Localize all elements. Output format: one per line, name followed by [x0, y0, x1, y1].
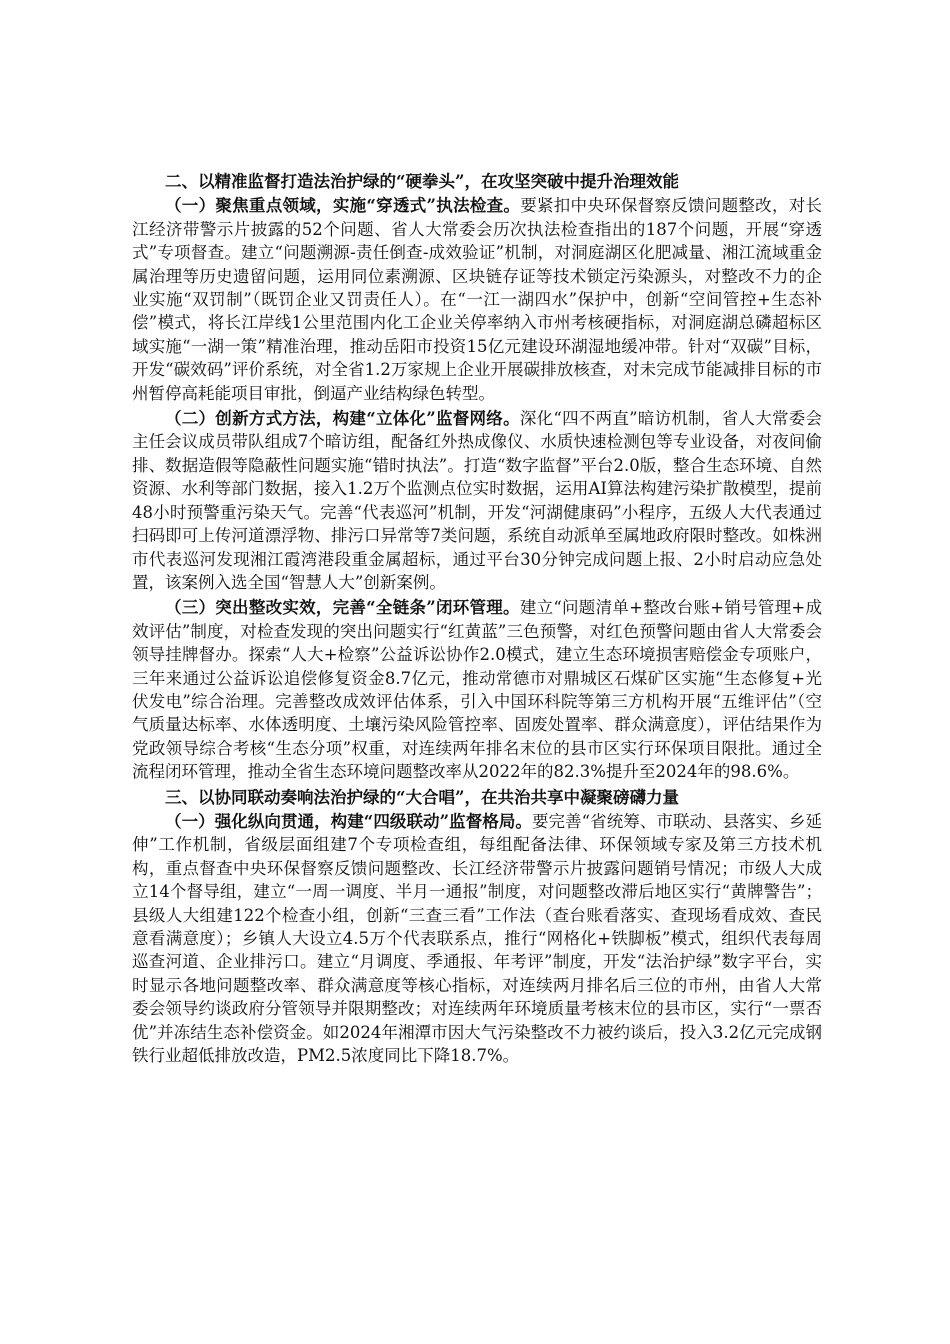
paragraph — [132, 596, 822, 783]
section-3 — [132, 786, 822, 1068]
document-page — [132, 170, 822, 1069]
paragraph-lead: （三）突出整改实效，完善“全链条”闭环管理。 — [165, 598, 520, 618]
paragraph-body: 要完善“省统筹、市联动、县落实、乡延伸”工作机制，省级层面组建7个专项检查组，每组配备法律、环保领域专家及第三方技术机构，重点督查中央环保督察反馈问题整改、长江经济带警示片披露问题销号情况；市级人大成立14个督导组，建立“一周一调度、半月一通报”制度，对问题整改滞后地区实行“黄牌警告”；县级人大组建122个检查小组，创新“三查三看”工作法（查台账看落实、查现场看成效、查民意看满意度）；乡镇人大设立4.5万个代表联系点，推行“网格化+铁脚板”模式，组织代表每周巡查河道、企业排污口。建立“月调度、季通报、年考评”制度，开发“法治护绿”数字平台，实时显示各地问题整改率、群众满意度等核心指标，对连续两月排名后三位的市州，由省人大常委会领导约谈政府分管领导并限期整改；对连续两年环境质量考核末位的县市区，实行“一票否优”并冻结生态补偿资金。如2024年湘潭市因大气污染整改不力被约谈后，投入3.2亿元完成钢铁行业超低排放改造，PM2.5浓度同比下降18.7%。 — [132, 811, 822, 1066]
paragraph-lead: （一）强化纵向贯通，构建“四级联动”监督格局。 — [165, 811, 532, 831]
paragraph — [132, 407, 822, 594]
paragraph-lead: （二）创新方式方法，构建“立体化”监督网络。 — [165, 409, 520, 429]
section-heading: 三、以协同联动奏响法治护绿的“大合唱”，在共治共享中凝聚磅礴力量 — [165, 787, 679, 807]
paragraph — [132, 810, 822, 1067]
paragraph-body: 建立“问题清单+整改台账+销号管理+成效评估”制度，对检查发现的突出问题实行“红黄蓝”三色预警，对红色预警问题由省人大常委会领导挂牌督办。探索“人大+检察”公益诉讼协作2.0模式，建立生态环境损害赔偿金专项账户，三年来通过公益诉讼追偿修复资金8.7亿元，推动常德市对鼎城区石煤矿区实施“生态修复+光伏发电”综合治理。完善整改成效评估体系，引入中国环科院等第三方机构开展“五维评估”（空气质量达标率、水体透明度、土壤污染风险管控率、固废处置率、群众满意度），评估结果作为党政领导综合考核“生态分项”权重，对连续两年排名末位的县市区实行环保项目限批。通过全流程闭环管理，推动全省生态环境问题整改率从2022年的82.3%提升至2024年的98.6%。 — [132, 598, 822, 782]
paragraph — [132, 194, 822, 405]
paragraph-body: 要紧扣中央环保督察反馈问题整改，对长江经济带警示片披露的52个问题、省人大常委会历次执法检查指出的187个问题，开展“穿透式”专项督查。建立“问题溯源-责任倒查-成效验证”机制，对洞庭湖区化肥减量、湘江流域重金属治理等历史遗留问题，运用同位素溯源、区块链存证等技术锁定污染源头，对整改不力的企业实施“双罚制”（既罚企业又罚责任人）。在“一江一湖四水”保护中，创新“空间管控+生态补偿”模式，将长江岸线1公里范围内化工企业关停率纳入市州考核硬指标，对洞庭湖总磷超标区域实施“一湖一策”精准治理，推动岳阳市投资15亿元建设环湖湿地缓冲带。针对“双碳”目标，开发“碳效码”评价系统，对全省1.2万家规上企业开展碳排放核查，对未完成节能减排目标的市州暂停高耗能项目审批，倒逼产业结构绿色转型。 — [132, 196, 823, 403]
paragraph-lead: （一）聚焦重点领域，实施“穿透式”执法检查。 — [165, 196, 521, 216]
section-2 — [132, 170, 822, 784]
section-heading: 二、以精准监督打造法治护绿的“硬拳头”，在攻坚突破中提升治理效能 — [165, 172, 679, 191]
paragraph-body: 深化“四不两直”暗访机制，省人大常委会主任会议成员带队组成7个暗访组，配备红外热成像仪、水质快速检测包等专业设备，对夜间偷排、数据造假等隐蔽性问题实施“错时执法”。打造“数字监督”平台2.0版，整合生态环境、自然资源、水利等部门数据，接入1.2万个监测点位实时数据，运用AI算法构建污染扩散模型，提前48小时预警重污染天气。完善“代表巡河”机制，开发“河湖健康码”小程序，五级人大代表通过扫码即可上传河道漂浮物、排污口异常等7类问题，系统自动派单至属地政府限时整改。如株洲市代表巡河发现湘江霞湾港段重金属超标，通过平台30分钟完成问题上报、2小时启动应急处置，该案例入选全国“智慧人大”创新案例。 — [132, 409, 823, 592]
